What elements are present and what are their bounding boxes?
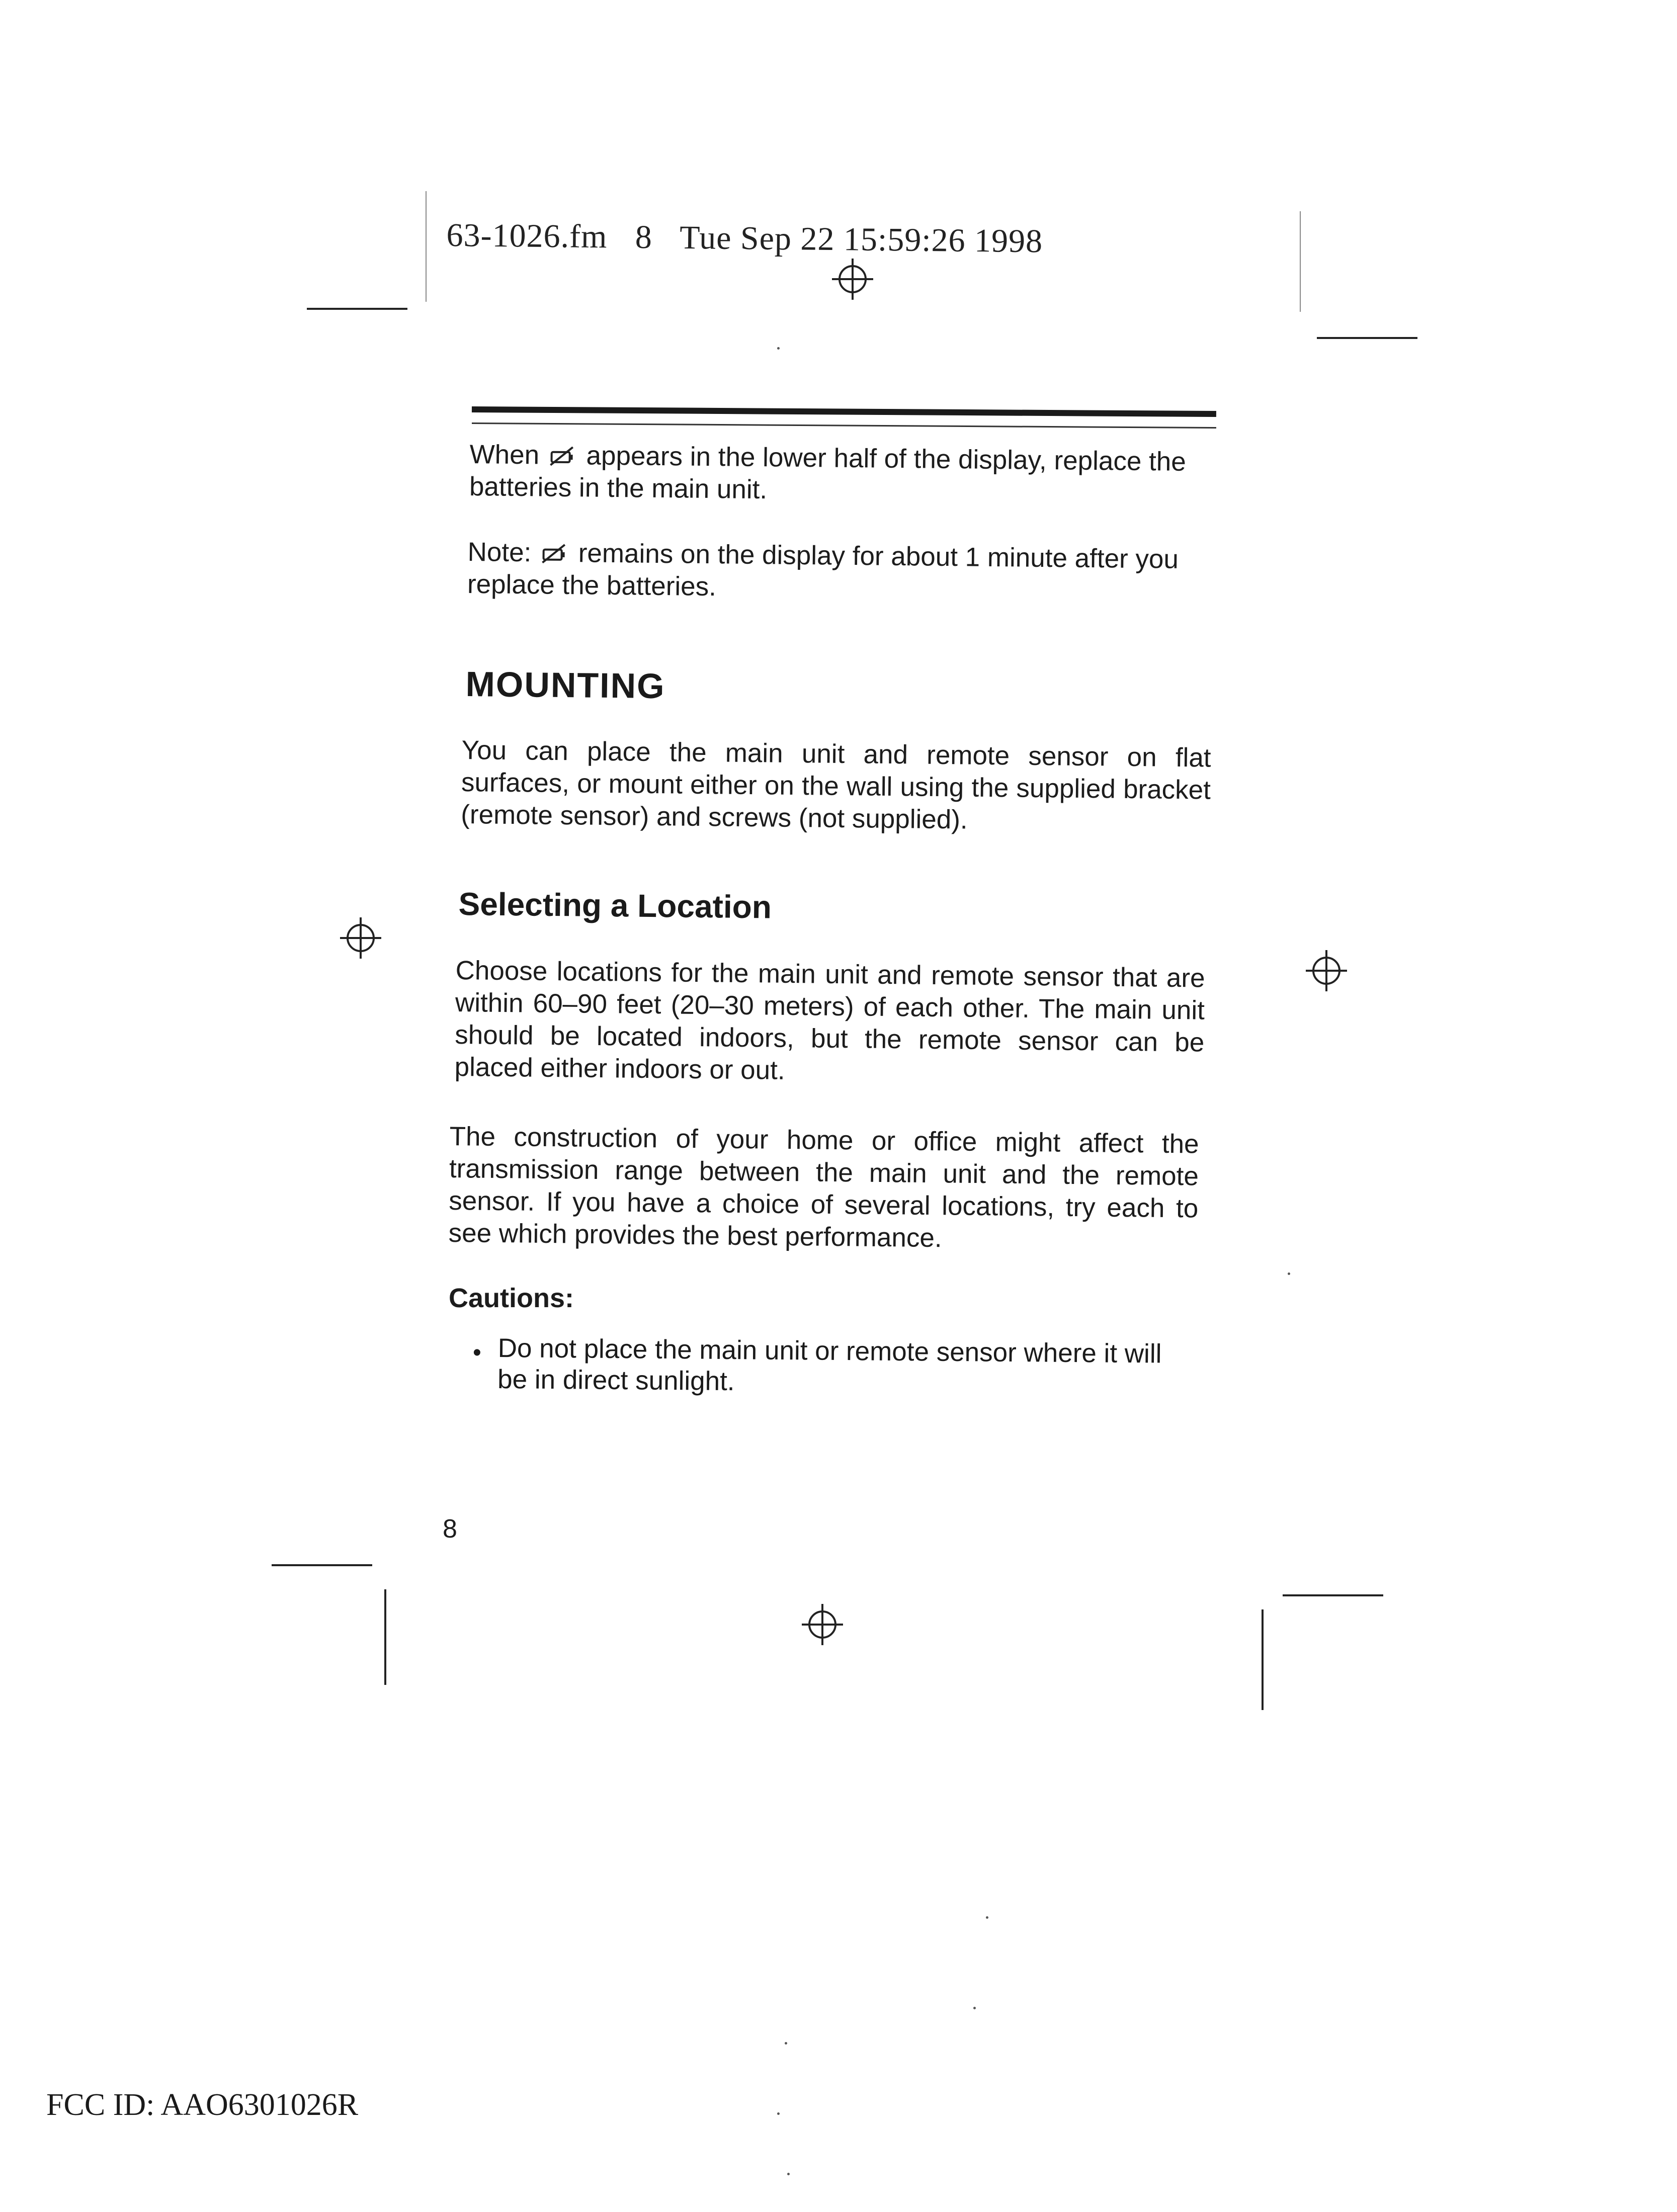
scan-speck	[787, 2173, 790, 2175]
header-filename: 63-1026.fm	[446, 216, 608, 256]
registration-mark-icon	[338, 915, 383, 961]
section-rule-thin	[472, 422, 1216, 429]
header-page: 8	[635, 218, 653, 256]
crop-mark	[307, 308, 407, 310]
location-paragraph-1: Choose locations for the main unit and remote sensor that are within 60–90 feet (20–30 meters) of each other. The main unit should be located indoors, but the remote sensor can be placed either indoors or out.	[454, 955, 1205, 1085]
print-header	[446, 216, 1062, 261]
crop-mark	[1300, 211, 1301, 312]
battery-para-start: When	[469, 439, 540, 470]
registration-mark-icon	[800, 1602, 845, 1647]
registration-mark-icon	[1304, 948, 1349, 993]
registration-mark-icon	[830, 257, 875, 302]
crop-mark	[1283, 1594, 1383, 1596]
battery-paragraph	[469, 439, 1219, 511]
scan-speck	[777, 2112, 780, 2115]
scan-speck	[986, 1916, 988, 1919]
page-number: 8	[443, 1514, 457, 1544]
cautions-label: Cautions:	[449, 1283, 574, 1313]
caution-item: Do not place the main unit or remote sensor where it will be in direct sunlight.	[497, 1333, 1162, 1397]
scan-speck	[973, 2007, 976, 2009]
location-heading: Selecting a Location	[458, 886, 772, 925]
section-rule	[472, 406, 1216, 417]
note-paragraph	[467, 536, 1217, 609]
fcc-id: FCC ID: AAO6301026R	[46, 2088, 359, 2122]
header-timestamp: Tue Sep 22 15:59:26 1998	[679, 219, 1043, 260]
low-battery-icon	[549, 443, 577, 465]
scan-speck	[1288, 1272, 1290, 1275]
crop-mark	[1317, 337, 1417, 339]
note-text: remains on the display for about 1 minute after you replace the batteries.	[467, 538, 1179, 602]
crop-mark	[1262, 1609, 1264, 1710]
crop-mark	[384, 1589, 386, 1685]
scan-speck	[777, 347, 780, 350]
crop-mark	[272, 1564, 372, 1566]
note-label: Note:	[467, 537, 532, 568]
scan-speck	[785, 2042, 787, 2045]
bullet-marker: •	[473, 1339, 481, 1366]
crop-mark	[426, 191, 427, 302]
mounting-heading: MOUNTING	[465, 664, 666, 706]
battery-para-rest: appears in the lower half of the display, replace the batteries in the main unit.	[469, 441, 1187, 505]
mounting-paragraph: You can place the main unit and remote sensor on flat surfaces, or mount either on the wall using the supplied bracket (remote sensor) and screws (not supplied).	[461, 735, 1211, 835]
low-battery-icon	[541, 540, 569, 563]
location-paragraph-2: The construction of your home or office might affect the transmission range between the main unit and the remote sensor. If you have a choice of several locations, try each to see which provides the best performance.	[448, 1122, 1199, 1253]
